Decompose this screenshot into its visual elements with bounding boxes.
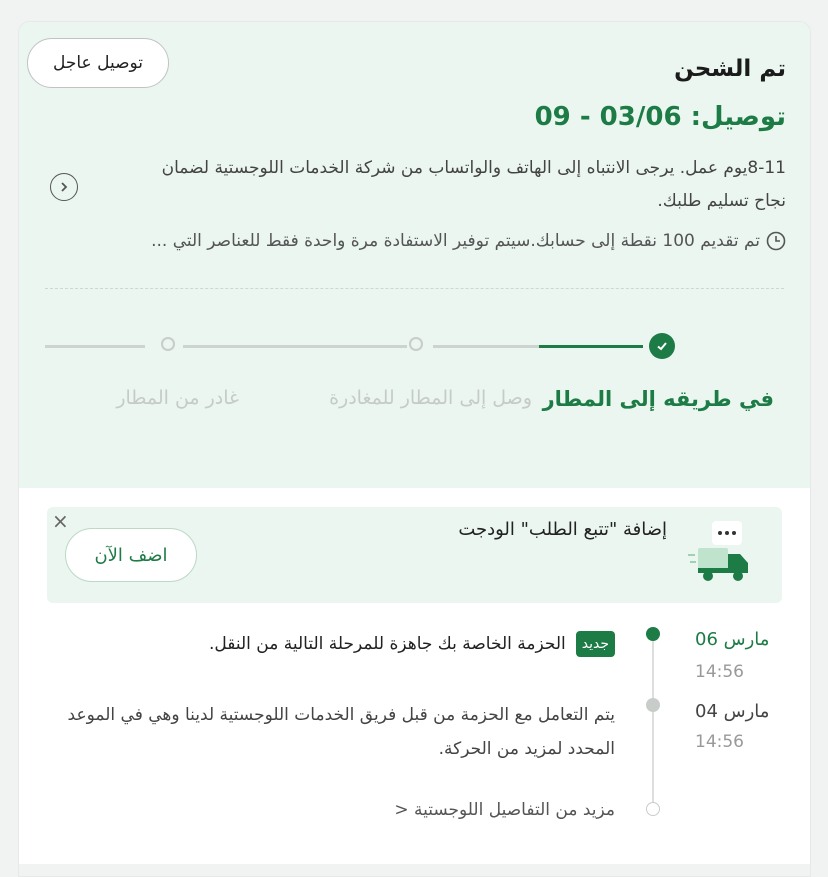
chevron-right-circle-icon[interactable] (50, 173, 78, 201)
stage-label-arrived: وصل إلى المطار للمغادرة (329, 387, 532, 409)
points-notice-text: تم تقديم 100 نقطة إلى حسابك.سيتم توفير الاستفادة مرة واحدة فقط للعناصر التي ... (151, 231, 760, 251)
track-line-active (539, 345, 643, 348)
more-logistics-details-link[interactable]: مزيد من التفاصيل اللوجستية < (394, 800, 615, 820)
event-date: مارس 06 (695, 629, 770, 650)
track-line-pending (183, 345, 407, 348)
widget-title: إضافة "تتبع الطلب" الودجت (458, 519, 667, 540)
event-time: 14:56 (695, 732, 744, 752)
shipment-card (18, 21, 811, 877)
timeline-line (652, 638, 654, 808)
timeline-dot (646, 698, 660, 712)
close-icon[interactable]: × (52, 509, 69, 533)
points-notice (46, 231, 786, 251)
chat-bubble-icon (712, 521, 742, 545)
clock-icon (766, 231, 786, 251)
truck-icon (686, 521, 758, 589)
track-line-pending (45, 345, 145, 348)
stage-label-current: في طريقه إلى المطار (542, 387, 774, 411)
stage-dot-departed (161, 337, 175, 351)
event-time: 14:56 (695, 662, 744, 682)
timeline-dot-more (646, 802, 660, 816)
delivery-description: 8-11يوم عمل. يرجى الانتباه إلى الهاتف والواتساب من شركة الخدمات اللوجستية لضمان نجاح تسليم طلبك. (161, 158, 786, 211)
stage-dot-current (649, 333, 675, 359)
event-date: مارس 04 (695, 701, 770, 722)
stage-label-departed: غادر من المطار (116, 387, 239, 409)
timeline-dot-current (646, 627, 660, 641)
event-description: يتم التعامل مع الحزمة من قبل فريق الخدمات اللوجستية لدينا وهي في الموعد المحدد لمزيد من الحركة. (67, 705, 615, 759)
shipment-status-title: تم الشحن (674, 56, 786, 82)
urgent-delivery-button[interactable]: توصيل عاجل (27, 38, 169, 88)
new-badge: جديد (576, 631, 615, 657)
footer-band (19, 864, 810, 876)
event-text (45, 627, 615, 661)
add-now-button[interactable]: اضف الآن (65, 528, 197, 582)
stage-dot-arrived (409, 337, 423, 351)
tracking-widget-banner (47, 507, 782, 603)
divider (45, 288, 784, 289)
check-icon (655, 339, 669, 353)
event-description: الحزمة الخاصة بك جاهزة للمرحلة التالية من النقل. (208, 634, 566, 654)
delivery-window: توصيل: 03/06 - 09 (534, 102, 786, 132)
shipment-status-panel (19, 22, 810, 488)
track-line-pending (433, 345, 539, 348)
